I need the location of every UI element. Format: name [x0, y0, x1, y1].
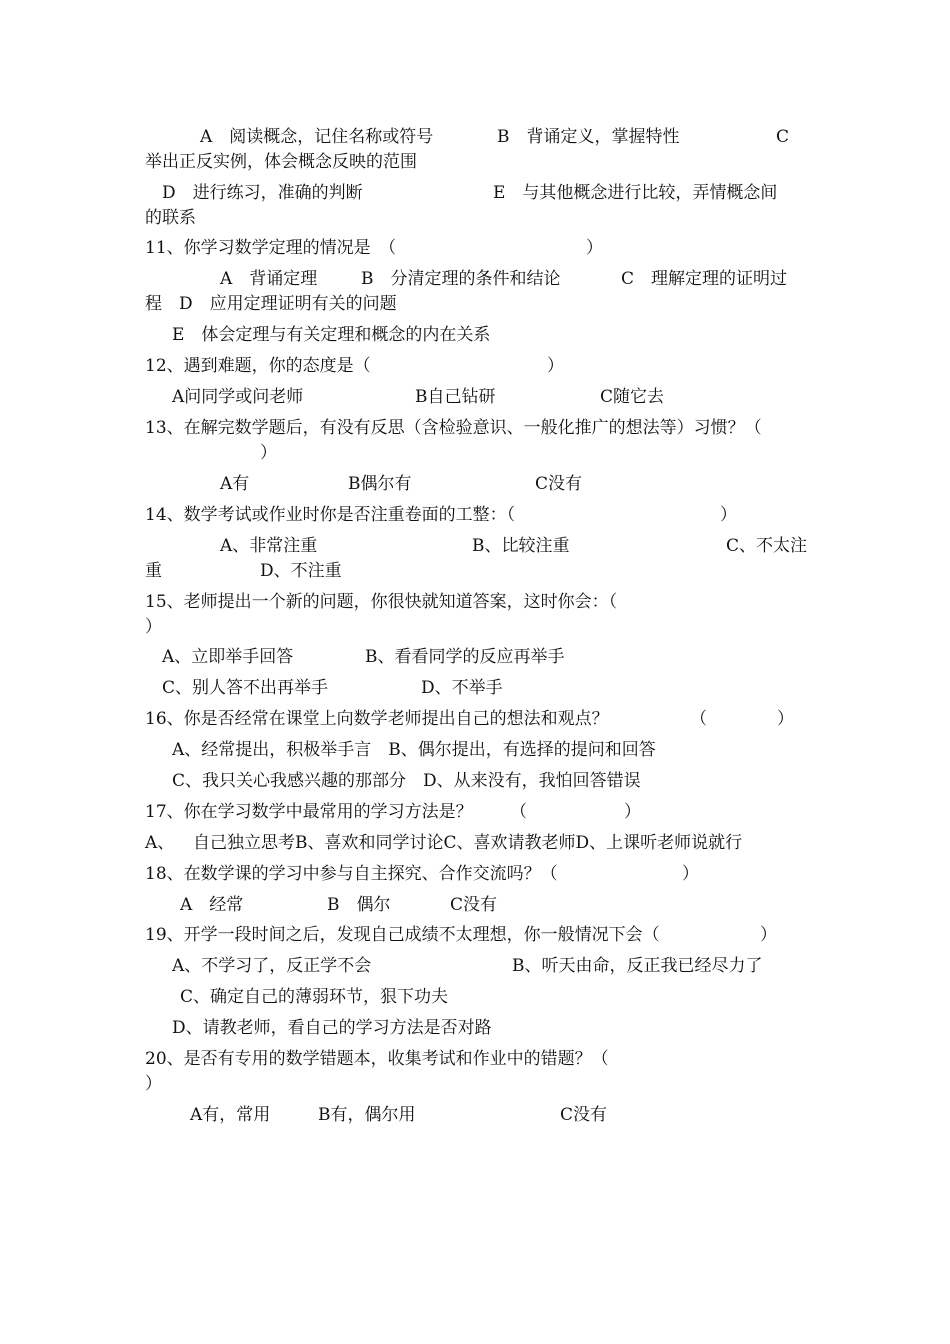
- q11-options-line-1-text-2: B 分清定理的条件和结论: [361, 269, 561, 289]
- q17-options-text-1: A、: [145, 833, 175, 853]
- q15-options-line-2-text-1: C、别人答不出再举手: [162, 678, 329, 698]
- q15-options-line-1-text-1: A、立即举手回答: [162, 647, 294, 667]
- q12-question-text-1: 12、遇到难题，你的态度是（: [145, 356, 371, 376]
- q14-options-line-1-text-2: B、比较注重: [472, 536, 570, 556]
- q16-question-text-3: ）: [777, 709, 794, 729]
- q19-options-line-2-text-1: C、确定自己的薄弱环节，狠下功夫: [180, 987, 449, 1007]
- q10-options-line-2-text-1: 举出正反实例，体会概念反映的范围: [145, 152, 417, 172]
- q13-options-text-1: A有: [220, 474, 250, 494]
- q16-question-text-2: （: [690, 709, 707, 729]
- q11-options-line-1-text-1: A 背诵定理: [220, 269, 318, 289]
- q13-question-cont-text-1: ）: [260, 443, 277, 463]
- q18-options-text-2: B 偶尔: [327, 895, 391, 915]
- q16-options-line-2-text-1: C、我只关心我感兴趣的那部分 D、从来没有，我怕回答错误: [172, 771, 641, 791]
- q14-question-text-1: 14、数学考试或作业时你是否注重卷面的工整：（: [145, 505, 516, 525]
- q12-options-text-1: A问同学或问老师: [172, 387, 304, 407]
- q14-question-text-2: ）: [720, 505, 737, 525]
- q18-question-text-2: ）: [682, 864, 699, 884]
- q17-question-text-1: 17、你在学习数学中最常用的学习方法是？: [145, 802, 473, 822]
- q13-question-text-1: 13、在解完数学题后，有没有反思（含检验意识、一般化推广的想法等）习惯？（: [145, 418, 762, 438]
- q19-question-text-2: ）: [760, 925, 777, 945]
- q11-options-line-1-text-3: C 理解定理的证明过: [621, 269, 788, 289]
- q20-options-text-3: C没有: [560, 1105, 608, 1125]
- q12-options-text-2: B自己钻研: [415, 387, 496, 407]
- q11-question-text-1: 11、你学习数学定理的情况是 （: [145, 238, 397, 258]
- q13-options-text-2: B偶尔有: [348, 474, 412, 494]
- q20-question-text-1: 20、是否有专用的数学错题本，收集考试和作业中的错题？（: [145, 1049, 609, 1069]
- q16-question-text-1: 16、你是否经常在课堂上向数学老师提出自己的想法和观点？: [145, 709, 609, 729]
- q10-options-line-4-text-1: 的联系: [145, 208, 196, 228]
- q15-options-line-2-text-2: D、不举手: [421, 678, 503, 698]
- q10-options-line-1-text-3: C: [776, 127, 790, 147]
- q10-options-line-1-text-2: B 背诵定义，掌握特性: [497, 127, 680, 147]
- q13-options-text-3: C没有: [535, 474, 583, 494]
- q18-options-text-3: C没有: [450, 895, 498, 915]
- q12-question-text-2: ）: [547, 356, 564, 376]
- q11-question-text-2: ）: [586, 238, 603, 258]
- q15-options-line-1-text-2: B、看看同学的反应再举手: [365, 647, 565, 667]
- q17-question-text-2: （: [510, 802, 527, 822]
- q10-options-line-1-text-1: A 阅读概念，记住名称或符号: [200, 127, 434, 147]
- q19-options-line-1-text-1: A、不学习了，反正学不会: [172, 956, 372, 976]
- q10-options-line-3-text-1: D 进行练习，准确的判断: [162, 183, 363, 203]
- q19-question-text-1: 19、开学一段时间之后，发现自己成绩不太理想，你一般情况下会（: [145, 925, 660, 945]
- q14-options-line-2-text-2: D、不注重: [260, 561, 342, 581]
- q19-options-line-1-text-2: B、听天由命，反正我已经尽力了: [512, 956, 763, 976]
- q12-options-text-3: C随它去: [600, 387, 665, 407]
- q11-options-line-2-text-1: 程 D 应用定理证明有关的问题: [145, 294, 397, 314]
- q18-question-text-1: 18、在数学课的学习中参与自主探究、合作交流吗？（: [145, 864, 558, 884]
- q20-options-text-1: A有，常用: [190, 1105, 271, 1125]
- q17-question-text-3: ）: [624, 802, 641, 822]
- q10-options-line-3-text-2: E 与其他概念进行比较，弄情概念间: [493, 183, 778, 203]
- q11-options-line-3-text-1: E 体会定理与有关定理和概念的内在关系: [172, 325, 491, 345]
- q18-options-text-1: A 经常: [180, 895, 244, 915]
- q20-options-text-2: B有，偶尔用: [318, 1105, 416, 1125]
- q19-options-line-3-text-1: D、请教老师，看自己的学习方法是否对路: [172, 1018, 492, 1038]
- q14-options-line-1-text-3: C、不太注: [726, 536, 808, 556]
- q15-question-cont-text-1: ）: [145, 617, 162, 637]
- q14-options-line-2-text-1: 重: [145, 561, 162, 581]
- q15-question-text-1: 15、老师提出一个新的问题，你很快就知道答案，这时你会：（: [145, 592, 618, 612]
- q14-options-line-1-text-1: A、非常注重: [220, 536, 318, 556]
- q17-options-text-2: 自己独立思考B、喜欢和同学讨论C、喜欢请教老师D、上课听老师说就行: [193, 833, 743, 853]
- q16-options-line-1-text-1: A、经常提出，积极举手言 B、偶尔提出，有选择的提问和回答: [172, 740, 656, 760]
- q20-question-cont-text-1: ）: [145, 1074, 162, 1094]
